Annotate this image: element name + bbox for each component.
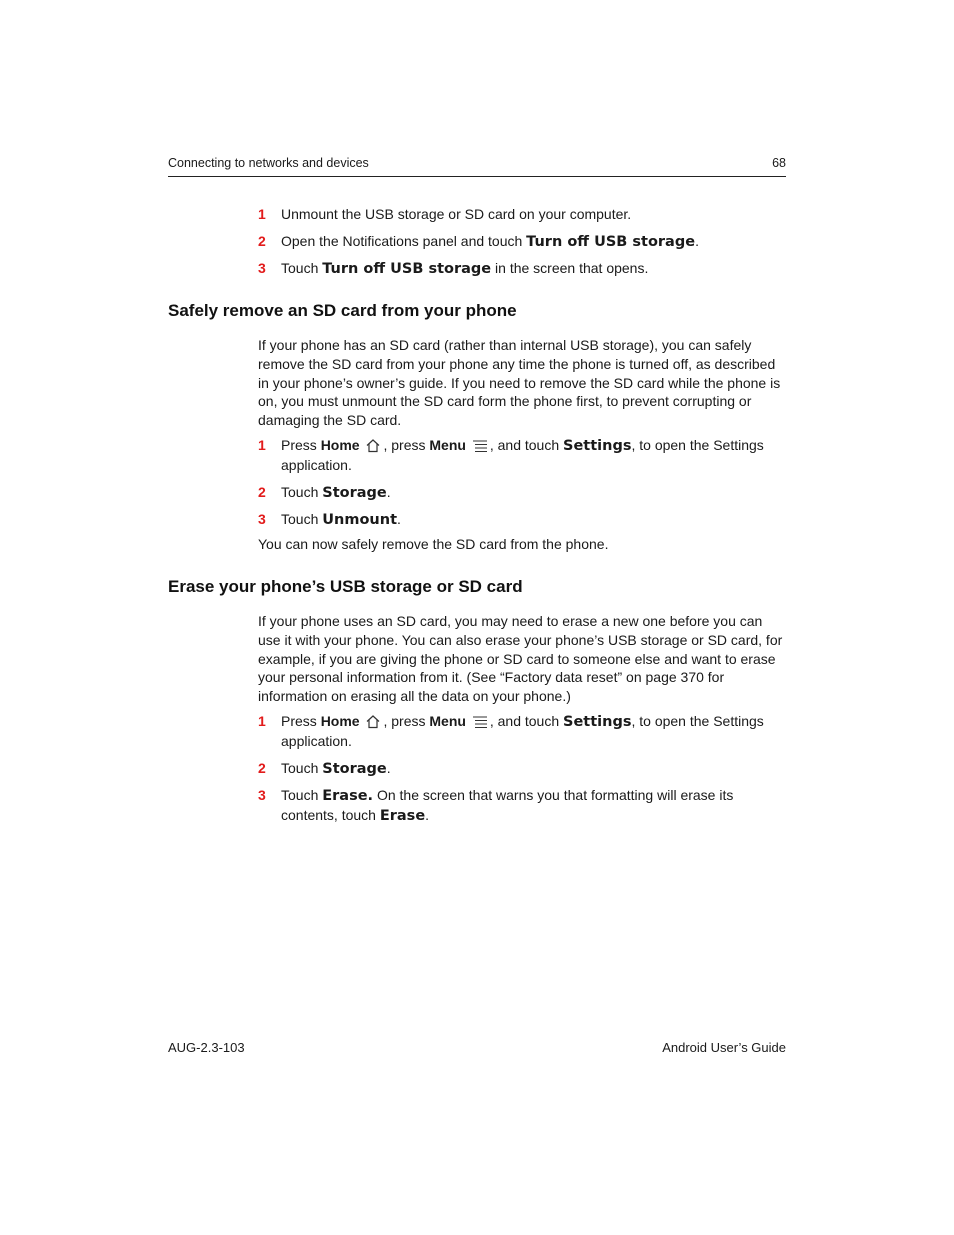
header-page-number: 68 (772, 156, 786, 170)
step-text: Open the Notifications panel and touch (281, 232, 527, 249)
ui-term: Turn off USB storage (322, 261, 492, 277)
ui-term: Turn off USB storage (526, 233, 696, 250)
section-outro: You can now safely remove the SD card from the phone. (258, 536, 609, 552)
step-text: Unmount the USB storage or SD card on your computer. (281, 206, 632, 222)
ui-term: Storage (322, 484, 387, 501)
footer-title: Android User’s Guide (662, 1040, 786, 1055)
step-number: 1 (258, 206, 266, 222)
step-text: Touch (281, 511, 323, 527)
step-text: , press (383, 437, 430, 453)
section-intro: If your phone has an SD card (rather than internal USB storage), you can safely remove the SD card from your phone any time the phone is turned off, as described in your phone’s owner’s guide. If you need to remove the SD card while the phone is on, you must unmount the SD card form the phone first, to prevent corrupting or damaging the SD card. (258, 337, 781, 429)
step-text: Touch (281, 483, 323, 500)
step-text: Press (281, 713, 321, 729)
menu-icon (472, 439, 488, 453)
step-text: Press (281, 437, 321, 453)
home-icon (365, 438, 381, 453)
step-text: . (386, 759, 391, 776)
section-heading: Safely remove an SD card from your phone (168, 301, 517, 320)
section1-steps (258, 436, 788, 538)
section-intro: If your phone uses an SD card, you may need to erase a new one before you can use it with your phone. You can also erase your phone’s USB storage or SD card, for example, if you are giving the phone or SD card to someone else and want to erase your personal information from it. (See “Factory data reset” on page 370 for information on erasing all the data on your phone.) (258, 613, 783, 705)
section2-steps (258, 712, 788, 834)
page-header (168, 154, 786, 177)
home-icon (365, 714, 381, 729)
step-text: On the screen that warns you that formatting will erase its contents, touch (281, 787, 734, 823)
step-text: . (695, 232, 699, 249)
step-number: 2 (258, 232, 266, 249)
list-item (258, 259, 788, 279)
step-text: , press (383, 713, 430, 729)
menu-icon (472, 715, 488, 729)
step-number: 3 (258, 787, 266, 803)
step-number: 2 (258, 759, 266, 776)
section-heading: Erase your phone’s USB storage or SD card (168, 577, 523, 596)
step-text: in the screen that opens. (491, 260, 649, 276)
step-text: Touch (281, 260, 323, 276)
step-number: 2 (258, 483, 266, 500)
ui-term: Home (320, 713, 360, 729)
header-section-title: Connecting to networks and devices (168, 156, 369, 170)
step-number: 1 (258, 713, 266, 729)
list-item (258, 436, 788, 475)
ui-term: Unmount (322, 512, 397, 528)
step-number: 1 (258, 437, 266, 453)
step-text: . (397, 511, 401, 527)
step-text: Touch (281, 787, 323, 803)
step-text: , to open the Settings application. (281, 437, 764, 473)
list-item (258, 510, 788, 530)
step-text: Touch (281, 759, 323, 776)
ui-term: Menu (429, 437, 466, 453)
step-text: . (425, 807, 430, 823)
footer-doc-id: AUG-2.3-103 (168, 1040, 245, 1055)
step-text: , to open the Settings application. (281, 713, 764, 749)
ui-term: Settings (563, 438, 632, 454)
step-text: , and touch (489, 437, 564, 453)
list-item (258, 759, 788, 779)
intro-steps (258, 205, 788, 287)
ui-term: Erase (379, 808, 426, 824)
ui-term: Settings (563, 714, 632, 730)
list-item (258, 232, 788, 252)
list-item (258, 712, 788, 751)
ui-term: Erase. (322, 788, 374, 804)
list-item (258, 483, 788, 503)
ui-term: Storage (322, 760, 387, 777)
step-number: 3 (258, 260, 266, 276)
list-item (258, 786, 788, 826)
step-text: . (386, 483, 391, 500)
ui-term: Home (320, 437, 360, 453)
ui-term: Menu (429, 713, 466, 729)
step-number: 3 (258, 511, 266, 527)
step-text: , and touch (489, 713, 564, 729)
list-item (258, 205, 788, 224)
